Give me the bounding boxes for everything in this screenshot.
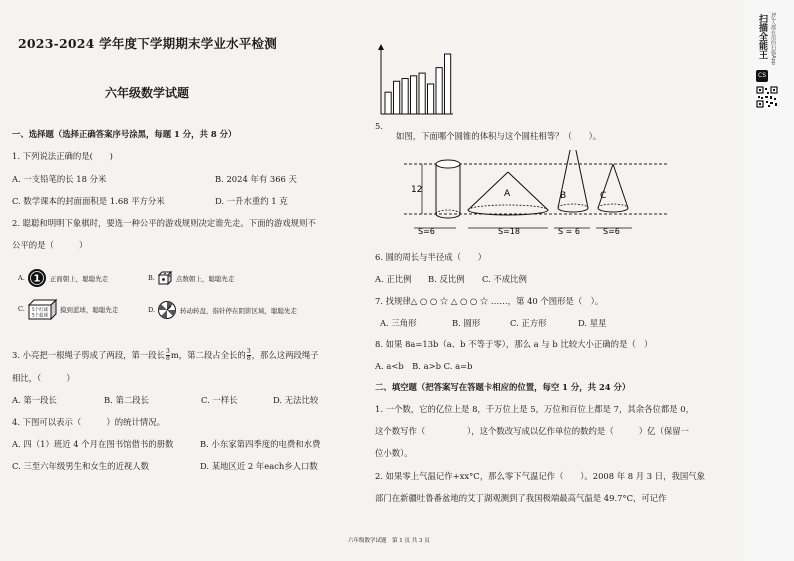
q4-bar-chart (375, 44, 455, 120)
page-footer: 六年级数学试题 第 1 页 共 3 页 (348, 538, 430, 544)
q2-option-c (18, 298, 118, 320)
cone-b-label: B (560, 191, 567, 201)
scanner-tagline: 3亿人都在用的扫描App (770, 12, 776, 65)
q8-stem: 8. 如果 8a=13b（a、b 不等于零），那么 a 与 b 比较大小正确的是（ ） (375, 339, 653, 349)
q2-label-b: B. (148, 274, 155, 282)
q8-options: A. a<b B. a>b C. a=b (375, 361, 473, 371)
scanner-sidebar (744, 0, 794, 561)
cone-a-label: A (504, 189, 511, 199)
q3-part1: 3. 小亮把一根绳子剪成了两段，第一段长 (12, 350, 166, 360)
q2-stem-line1: 2. 聪聪和明明下象棋时，要选一种公平的游戏规则决定谁先走。下面的游戏规则不 (12, 218, 316, 228)
q6-option-b: B. 反比例 (428, 274, 465, 284)
chart-bar (445, 54, 451, 114)
q3-option-c: C. 一样长 (201, 395, 238, 405)
q3-option-a: A. 第一段长 (12, 395, 57, 405)
chart-y-arrow (378, 44, 384, 50)
chart-bar (402, 79, 408, 114)
ball-box-icon (27, 298, 57, 320)
section1-heading: 一、选择题（选择正确答案序号涂黑，每题 1 分，共 8 分） (12, 129, 237, 139)
cone-b-shape (558, 150, 588, 212)
q7-stem: 7. 找规律△ ○ ○ ☆ △ ○ ○ ☆ ……，第 40 个图形是（ ）。 (375, 296, 604, 306)
q1-option-a: A. 一支铅笔的长 18 分米 (12, 174, 107, 184)
q2-stem-line2: 公平的是（ ） (12, 240, 88, 250)
q5-number: 5. (375, 121, 383, 131)
scanner-brand: 扫描全能王 (757, 14, 767, 59)
s2-q1-line3: 位小数）。 (375, 448, 413, 458)
q2-option-a (18, 268, 108, 288)
chart-bar (411, 76, 417, 114)
s4-label: S=6 (603, 227, 620, 236)
q4-option-d: D. 某地区近 2 年each乡人口数 (200, 461, 318, 471)
q6-stem: 6. 圆的周长与半径成（ ） (375, 252, 487, 262)
q3-stem (12, 349, 319, 362)
s3-label: S = 6 (558, 227, 580, 236)
q1-option-c: C. 数学课本的封面面积是 1.68 平方分米 (12, 196, 165, 206)
s2-q2-line2: 部门在新疆吐鲁番盆地的艾丁湖观测到了我国极端最高气温是 49.7°C，可记作 (375, 493, 667, 503)
s1-label: S=6 (418, 227, 435, 236)
spinner-icon (157, 300, 177, 320)
q2-option-d-text: 转动转盘，指针停在阴影区域，聪聪先走 (180, 306, 298, 315)
q4-option-b: B. 小东家第四季度的电费和水费 (200, 439, 321, 449)
q2-label-d: D. (148, 306, 156, 314)
chart-bar (394, 81, 400, 114)
q6-option-c: C. 不成比例 (482, 274, 527, 284)
q2-option-b-text: 点数朝上，聪聪先走 (175, 274, 235, 283)
q7-option-a: A. 三角形 (380, 318, 417, 328)
q3-part3: ，那么这两段绳子 (251, 350, 319, 360)
q2-option-c-text: 摸到蓝球，聪聪先走 (59, 305, 119, 314)
q3-option-b: B. 第二段长 (104, 395, 149, 405)
exam-subtitle: 六年级数学试题 (105, 86, 190, 100)
ball-box-line2: 5个蓝球 (31, 313, 48, 319)
q2-label-a: A. (18, 274, 25, 282)
chart-bar (385, 92, 391, 114)
q5-figure (400, 150, 672, 240)
q1-stem: 1. 下列说法正确的是( ) (12, 151, 113, 161)
q3-fraction1 (166, 349, 170, 362)
scanner-badge-icon (756, 70, 768, 82)
q2-label-c: C. (18, 305, 25, 313)
s2-q2-line1: 2. 如果零上气温记作+xx°C，那么零下气温记作（ ）。2008 年 8 月 3 日，我国气象 (375, 471, 706, 481)
s2-q1-line1: 1. 一个数，它的亿位上是 8，千万位上是 5，万位和百位上都是 7，其余各位都是 0， (375, 404, 694, 414)
chart-bar (428, 84, 434, 114)
cylinder-shape (436, 160, 460, 218)
q7-option-b: B. 圆形 (452, 318, 481, 328)
q4-option-c: C. 三至六年级男生和女生的近视人数 (12, 461, 150, 471)
chart-bars (385, 54, 451, 114)
chart-bar (436, 68, 442, 114)
q7-option-d: D. 星星 (578, 318, 607, 328)
s2-q1-line2: 这个数写作（ ），这个数改写成以亿作单位的数约是（ ）亿（保留一 (375, 426, 690, 436)
q3-stem-line2: 相比，（ ） (12, 373, 75, 383)
q6-option-a: A. 正比例 (375, 274, 412, 284)
q3-fraction2-den: 8 (246, 355, 251, 362)
cone-c-label: C (600, 191, 607, 201)
height-label: 12 (411, 185, 423, 195)
q3-part2: m，第二段占全长的 (170, 350, 246, 360)
q3-fraction2 (247, 349, 251, 362)
q3-option-d: D. 无法比较 (273, 395, 319, 405)
q4-stem: 4. 下图可以表示（ ）的统计情况。 (12, 417, 166, 427)
exam-title: 2023-2024 学年度下学期期末学业水平检测 (18, 36, 277, 51)
s2-label: S=18 (498, 227, 520, 236)
cone-c-shape (598, 164, 628, 212)
q7-option-c: C. 正方形 (510, 318, 547, 328)
scanner-badge-text: CS (758, 72, 766, 79)
q3-fraction1-num: 3 (166, 348, 170, 355)
q2-option-b (148, 270, 234, 286)
q1-option-d: D. 一升水重约 1 克 (215, 196, 288, 206)
q2-option-d (148, 300, 297, 320)
qr-code-icon (756, 86, 778, 108)
chart-bar (419, 73, 425, 114)
dice-icon (157, 270, 173, 286)
q3-fraction2-num: 3 (246, 348, 251, 355)
q5-stem: 如图，下面哪个圆锥的体积与这个圆柱相等？（ ）。 (396, 131, 602, 141)
q4-option-a: A. 四（1）班近 4 个月在图书馆借书的册数 (12, 439, 174, 449)
q3-fraction1-den: 8 (166, 355, 170, 362)
coin-icon (27, 268, 47, 288)
coin-face-number: 1 (33, 273, 41, 285)
q1-option-b: B. 2024 年有 366 天 (215, 174, 297, 184)
section2-heading: 二、填空题（把答案写在答题卡相应的位置，每空 1 分，共 24 分） (375, 382, 631, 392)
ball-box-line1: 5个红球 (31, 308, 48, 313)
q2-option-a-text: 正面朝上，聪聪先走 (49, 274, 109, 283)
cone-a-shape (468, 172, 548, 215)
